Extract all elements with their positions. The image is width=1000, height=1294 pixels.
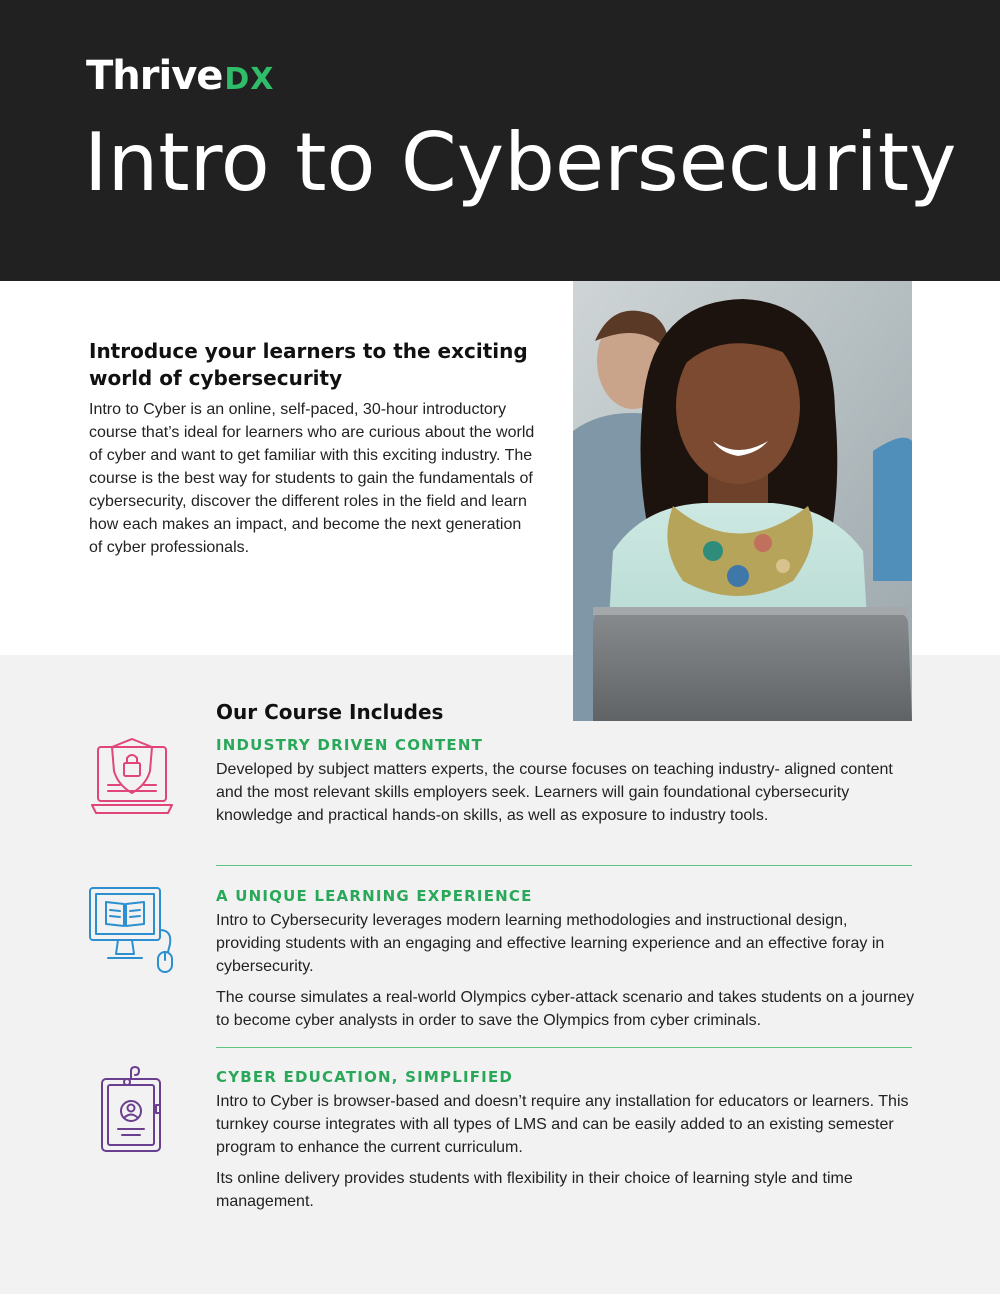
id-badge-hook-icon	[100, 1065, 162, 1158]
feature-cyber-education-simplified	[216, 1067, 916, 1213]
feature-paragraph: Developed by subject matters experts, the course focuses on teaching industry- aligned content and the most relevant skills employers seek. Learners will gain foundational cybersecurity knowledge and practical hands-on skills, as well as exposure to industry tools.	[216, 761, 893, 824]
laptop-shield-lock-icon	[90, 737, 174, 822]
logo-wordmark: Thrive	[86, 53, 223, 99]
header-banner	[0, 0, 1000, 281]
monitor-book-mouse-icon	[88, 886, 176, 983]
feature-paragraph: Its online delivery provides students with flexibility in their choice of learning style and time management.	[216, 1170, 853, 1210]
feature-unique-learning-experience	[216, 886, 916, 1032]
feature-industry-driven-content	[216, 735, 916, 827]
feature-title: A UNIQUE LEARNING EXPERIENCE	[216, 887, 533, 905]
thrivedx-logo	[86, 54, 274, 98]
feature-title: CYBER EDUCATION, SIMPLIFIED	[216, 1068, 514, 1086]
intro-heading: Introduce your learners to the exciting world of cybersecurity	[89, 339, 528, 390]
page-title: Intro to Cybersecurity	[84, 116, 957, 209]
student-with-laptop-photo	[573, 281, 912, 721]
intro-body: Intro to Cyber is an online, self-paced, 30-hour introductory course that’s ideal for learners who are curious about the world of cyber and want to get familiar with this exciting industry. The course is the best way for students to gain the fundamentals of cybersecurity, discover the different roles in the field and learn how each makes an impact, and become the next generation of cyber professionals.	[89, 401, 535, 556]
logo-accent: DX	[224, 62, 275, 97]
feature-title: INDUSTRY DRIVEN CONTENT	[216, 736, 484, 754]
divider	[216, 865, 912, 866]
divider	[216, 1047, 912, 1048]
course-includes-heading: Our Course Includes	[216, 700, 444, 724]
feature-paragraph: The course simulates a real-world Olympics cyber-attack scenario and takes students on a journey to become cyber analysts in order to save the Olympics from cyber criminals.	[216, 989, 915, 1029]
feature-paragraph: Intro to Cyber is browser-based and doesn’t require any installation for educators or learners. This turnkey course integrates with all types of LMS and can be easily added to an existing semester program to enhance the current curriculum.	[216, 1093, 909, 1156]
feature-paragraph: Intro to Cybersecurity leverages modern learning methodologies and instructional design, providing students with an engaging and effective learning experience and an effective foray in cybersecurity.	[216, 912, 885, 975]
